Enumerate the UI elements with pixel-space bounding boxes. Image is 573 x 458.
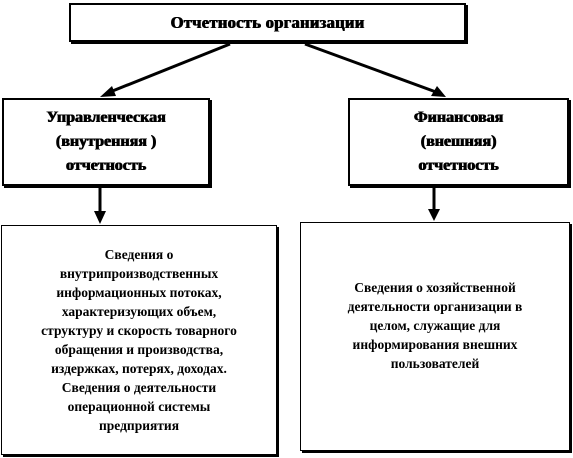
financial-reporting-box [348,98,569,186]
financial-reporting-title: Финансовая (внешняя) отчетность [413,109,504,174]
financial-details-text: Сведения о хозяйственной деятельности организации в целом, служащие для информирования внешних пользователей [347,280,523,371]
management-reporting-box [2,98,210,186]
management-reporting-title: Управленческая (внутренняя ) отчетность [46,109,166,174]
financial-reporting-details [300,222,570,451]
top-box-title: Отчетность организации [170,12,365,32]
arrowhead-top-to-left [100,86,116,97]
management-details-text: Сведения о внутрипроизводственных информационных потоках, характеризующих объем, структуру и скорость товарного обращения и производства, издержках, потерях, доходах. Сведения о деятельности операционной системы предприятия [41,247,237,433]
arrow-line-top-to-right [305,44,436,92]
arrowhead-left-down [94,211,106,224]
arrowhead-top-to-right [431,86,446,97]
management-reporting-details [1,225,277,455]
arrow-line-top-to-left [110,44,230,92]
arrowhead-right-down [428,209,440,221]
top-box-reporting [69,3,466,42]
